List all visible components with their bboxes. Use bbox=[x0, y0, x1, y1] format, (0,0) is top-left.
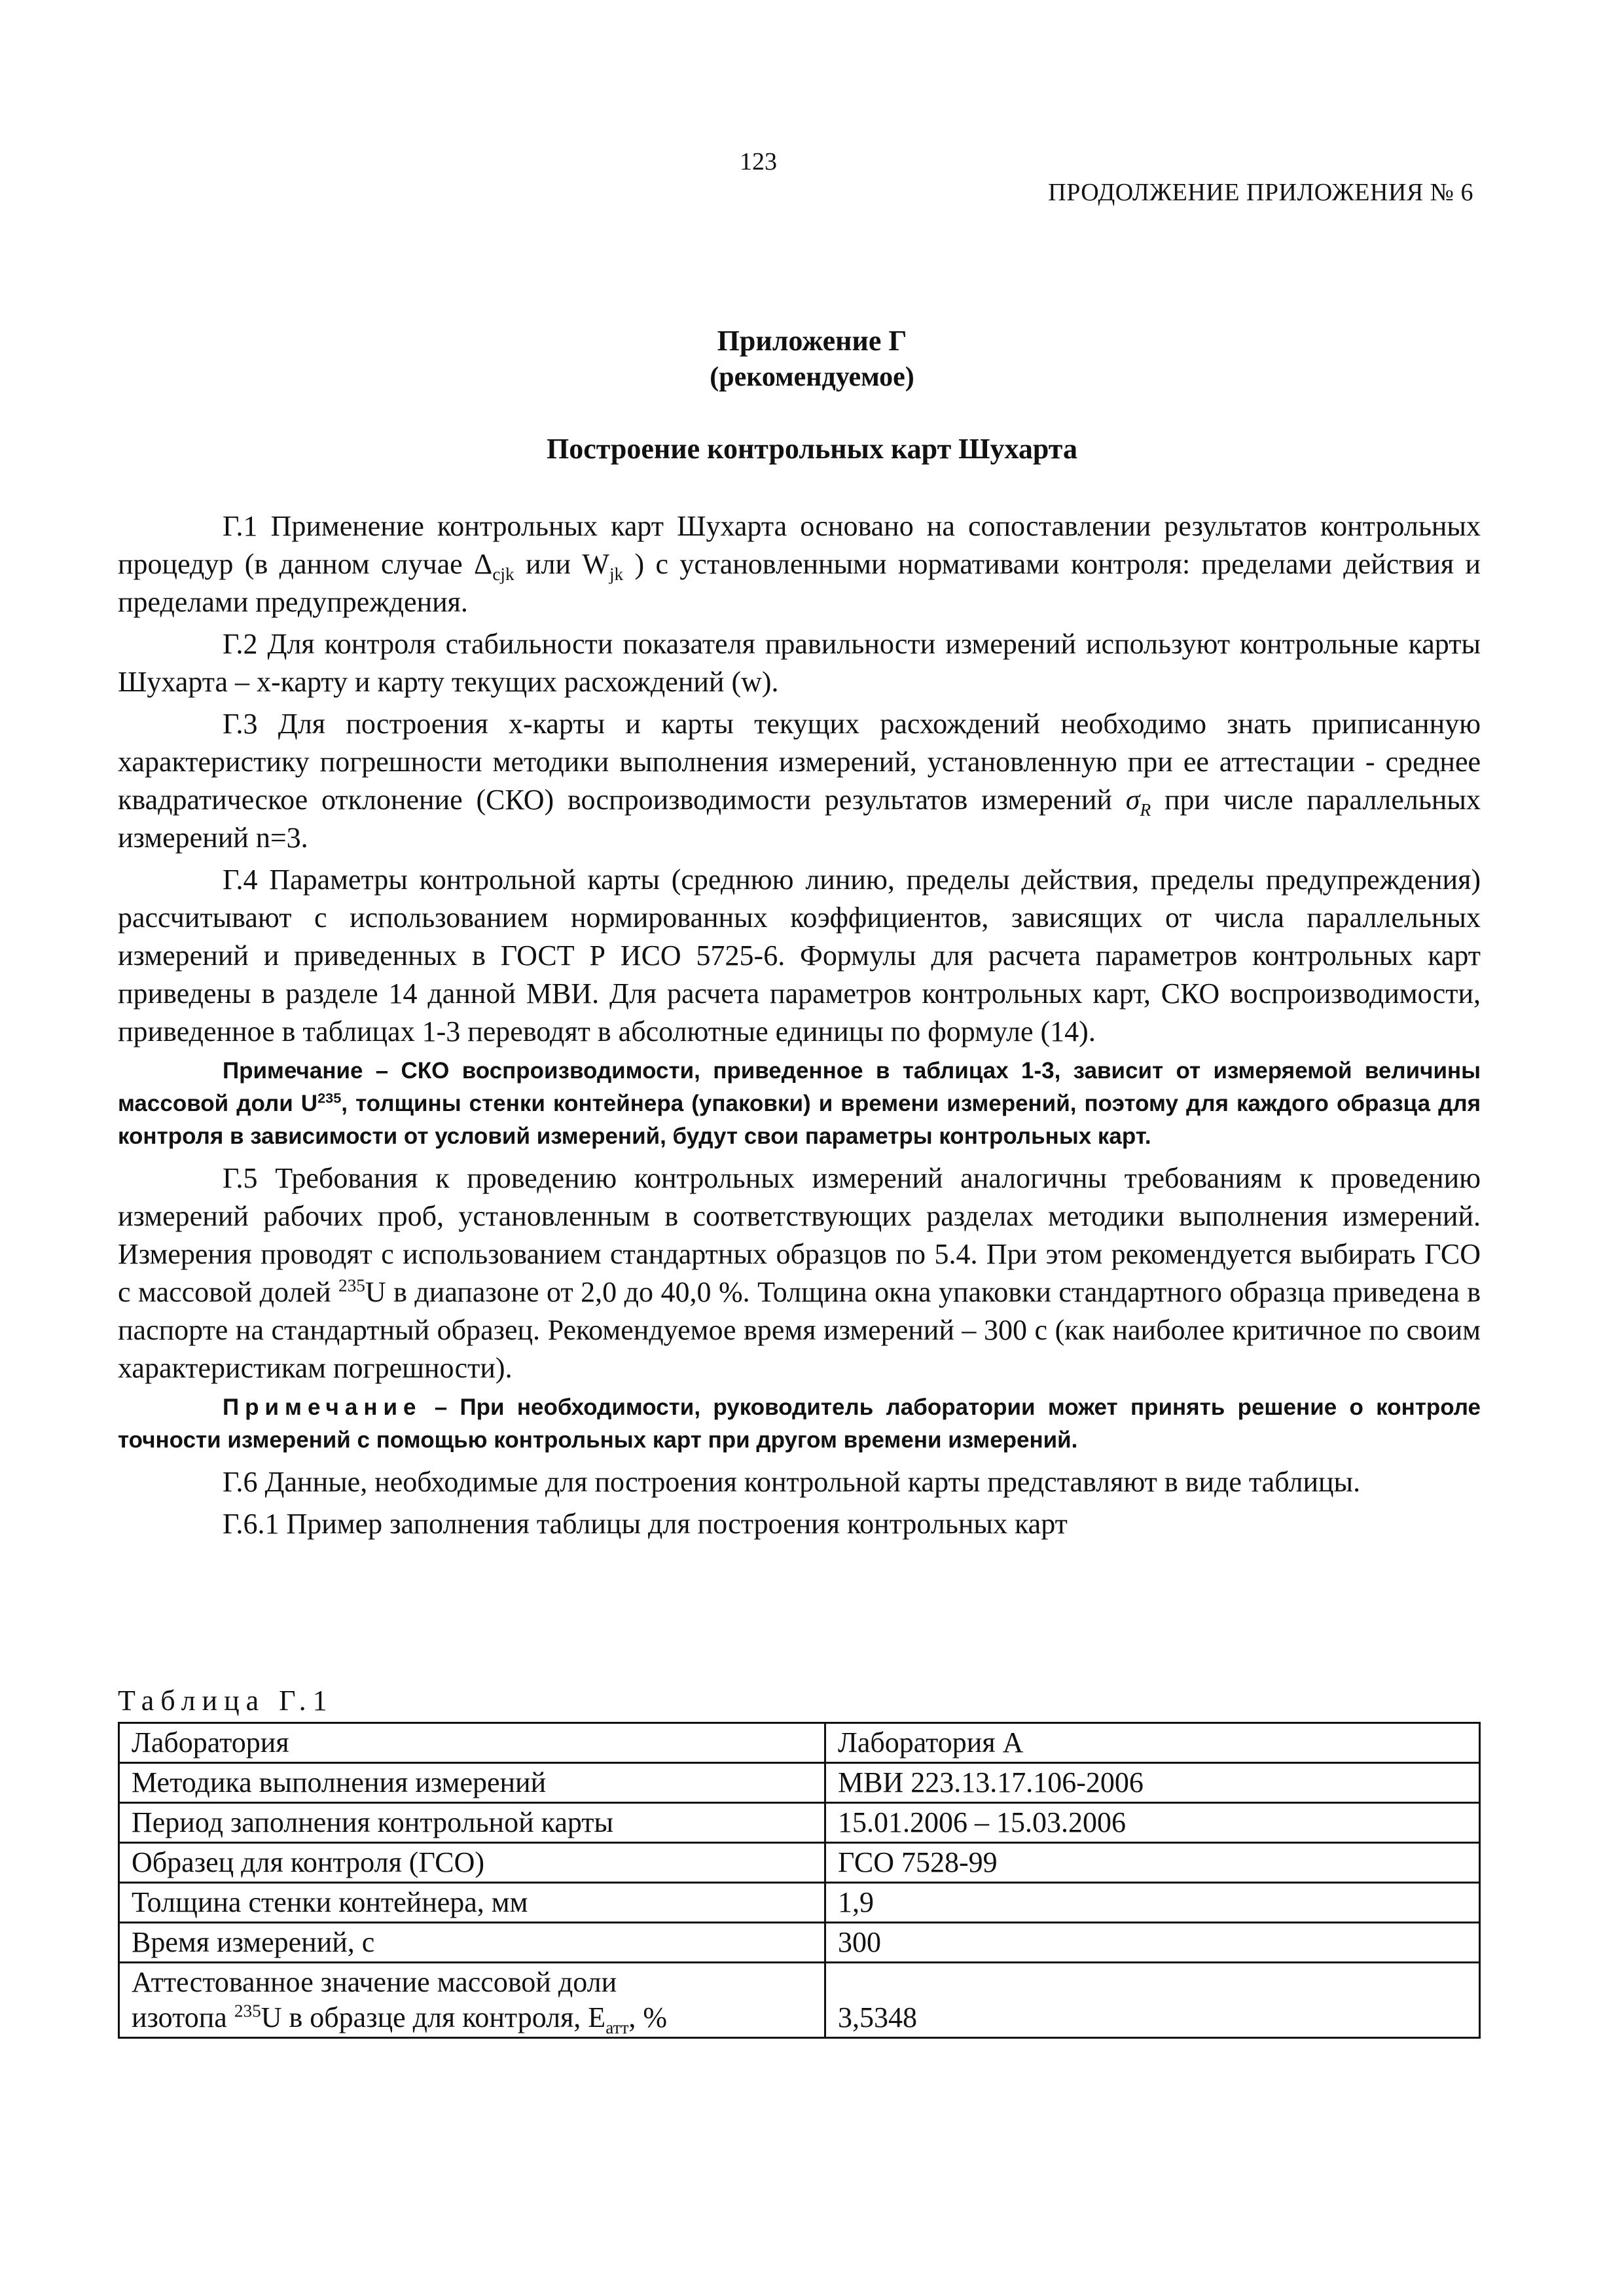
paragraph-g4: Г.4 Параметры контрольной карты (среднюю линию, пределы действия, пределы предупреждения) рассчитывают с использованием нормированных коэффициентов, зависящих от числа параллельных измерений и приведенных в ГОСТ Р ИСО 5725-6. Формулы для расчета параметров контрольных карт приведены в разделе 14 данной МВИ. Для расчета параметров контрольных карт, СКО воспроизводимости, приведенное в таблицах 1-3 переводят в абсолютные единицы по формуле (14). bbox=[118, 864, 1481, 1048]
paragraph-g6-1: Г.6.1 Пример заполнения таблицы для построения контрольных карт bbox=[223, 1508, 1068, 1540]
table-row bbox=[119, 1723, 1480, 1763]
paragraph-g3: Г.3 Для построения х-карты и карты текущих расхождений необходимо знать приписанную характеристику погрешности методики выполнения измерений, установленную при ее аттестации - среднее квадратическое отклонение (СКО) воспроизводимости результатов измерений $\sigma_R$ при числе параллельных измерений n=3. bbox=[118, 708, 1481, 854]
table-caption: Таблица Г.1 bbox=[118, 1685, 334, 1717]
page-number: 123 bbox=[740, 148, 777, 175]
table-cell-label: Образец для контроля (ГСО) bbox=[119, 1843, 825, 1883]
paragraph-g1: Г.1 Применение контрольных карт Шухарта основано на сопоставлении результатов контрольных процедур (в данном случае $\Delta_{cjk}$ или $W_{jk}$ ) с установленными нормативами контроля: пределами действия и пределами предупреждения. bbox=[118, 510, 1481, 618]
table-cell-value: 300 bbox=[825, 1923, 1480, 1963]
table-row bbox=[119, 1963, 1480, 2038]
table-row bbox=[119, 1763, 1480, 1803]
table-cell-label: Лаборатория bbox=[119, 1723, 825, 1763]
section-heading: Построение контрольных карт Шухарта bbox=[547, 433, 1077, 465]
note-2: Примечание – При необходимости, руководитель лаборатории может принять решение о контроле точности измерений с помощью контрольных карт при другом времени измерений. bbox=[118, 1394, 1481, 1453]
paragraph-g2: Г.2 Для контроля стабильности показателя правильности измерений используют контрольные карты Шухарта – х-карту и карту текущих расхождений (w). bbox=[118, 628, 1481, 698]
table-row bbox=[119, 1923, 1480, 1963]
table-cell-label: Период заполнения контрольной карты bbox=[119, 1803, 825, 1843]
table-cell-label: Аттестованное значение массовой доли изотопа $^{235}$U в образце для контроля, $Е_{атт}$, % bbox=[119, 1963, 825, 2038]
table-cell-label: Толщина стенки контейнера, мм bbox=[119, 1883, 825, 1923]
table-cell-value: МВИ 223.13.17.106-2006 bbox=[825, 1763, 1480, 1803]
table-cell-value: 15.01.2006 – 15.03.2006 bbox=[825, 1803, 1480, 1843]
paragraph-g6: Г.6 Данные, необходимые для построения контрольной карты представляют в виде таблицы. bbox=[223, 1466, 1361, 1498]
appendix-status: (рекомендуемое) bbox=[710, 362, 914, 392]
table-cell-value: 1,9 bbox=[825, 1883, 1480, 1923]
table-row bbox=[119, 1803, 1480, 1843]
table-row bbox=[119, 1843, 1480, 1883]
continuation-header: ПРОДОЛЖЕНИЕ ПРИЛОЖЕНИЯ № 6 bbox=[1048, 179, 1473, 206]
control-chart-table bbox=[118, 1722, 1481, 2039]
table-cell-label: Время измерений, с bbox=[119, 1923, 825, 1963]
paragraph-g5: Г.5 Требования к проведению контрольных измерений аналогичны требованиям к проведению измерений рабочих проб, установленным в соответствующих разделах методики выполнения измерений. Измерения проводят с использованием стандартных образцов по 5.4. При этом рекомендуется выбирать ГСО с массовой долей $^{235}$U в диапазоне от 2,0 до 40,0 %. Толщина окна упаковки стандартного образца приведена в паспорте на стандартный образец. Рекомендуемое время измерений – 300 с (как наиболее критичное по своим характеристикам погрешности). bbox=[118, 1162, 1481, 1384]
table-cell-value: 3,5348 bbox=[825, 1963, 1480, 2038]
note-1: Примечание – СКО воспроизводимости, приведенное в таблицах 1-3, зависит от измеряемой величины массовой доли $U^{235}$, толщины стенки контейнера (упаковки) и времени измерений, поэтому для каждого образца для контроля в зависимости от условий измерений, будут свои параметры контрольных карт. bbox=[118, 1058, 1481, 1149]
table-cell-label: Методика выполнения измерений bbox=[119, 1763, 825, 1803]
table-cell-value: ГСО 7528-99 bbox=[825, 1843, 1480, 1883]
table-row bbox=[119, 1883, 1480, 1923]
document-body bbox=[118, 507, 1481, 1547]
table-cell-value: Лаборатория А bbox=[825, 1723, 1480, 1763]
appendix-title: Приложение Г bbox=[717, 325, 907, 357]
